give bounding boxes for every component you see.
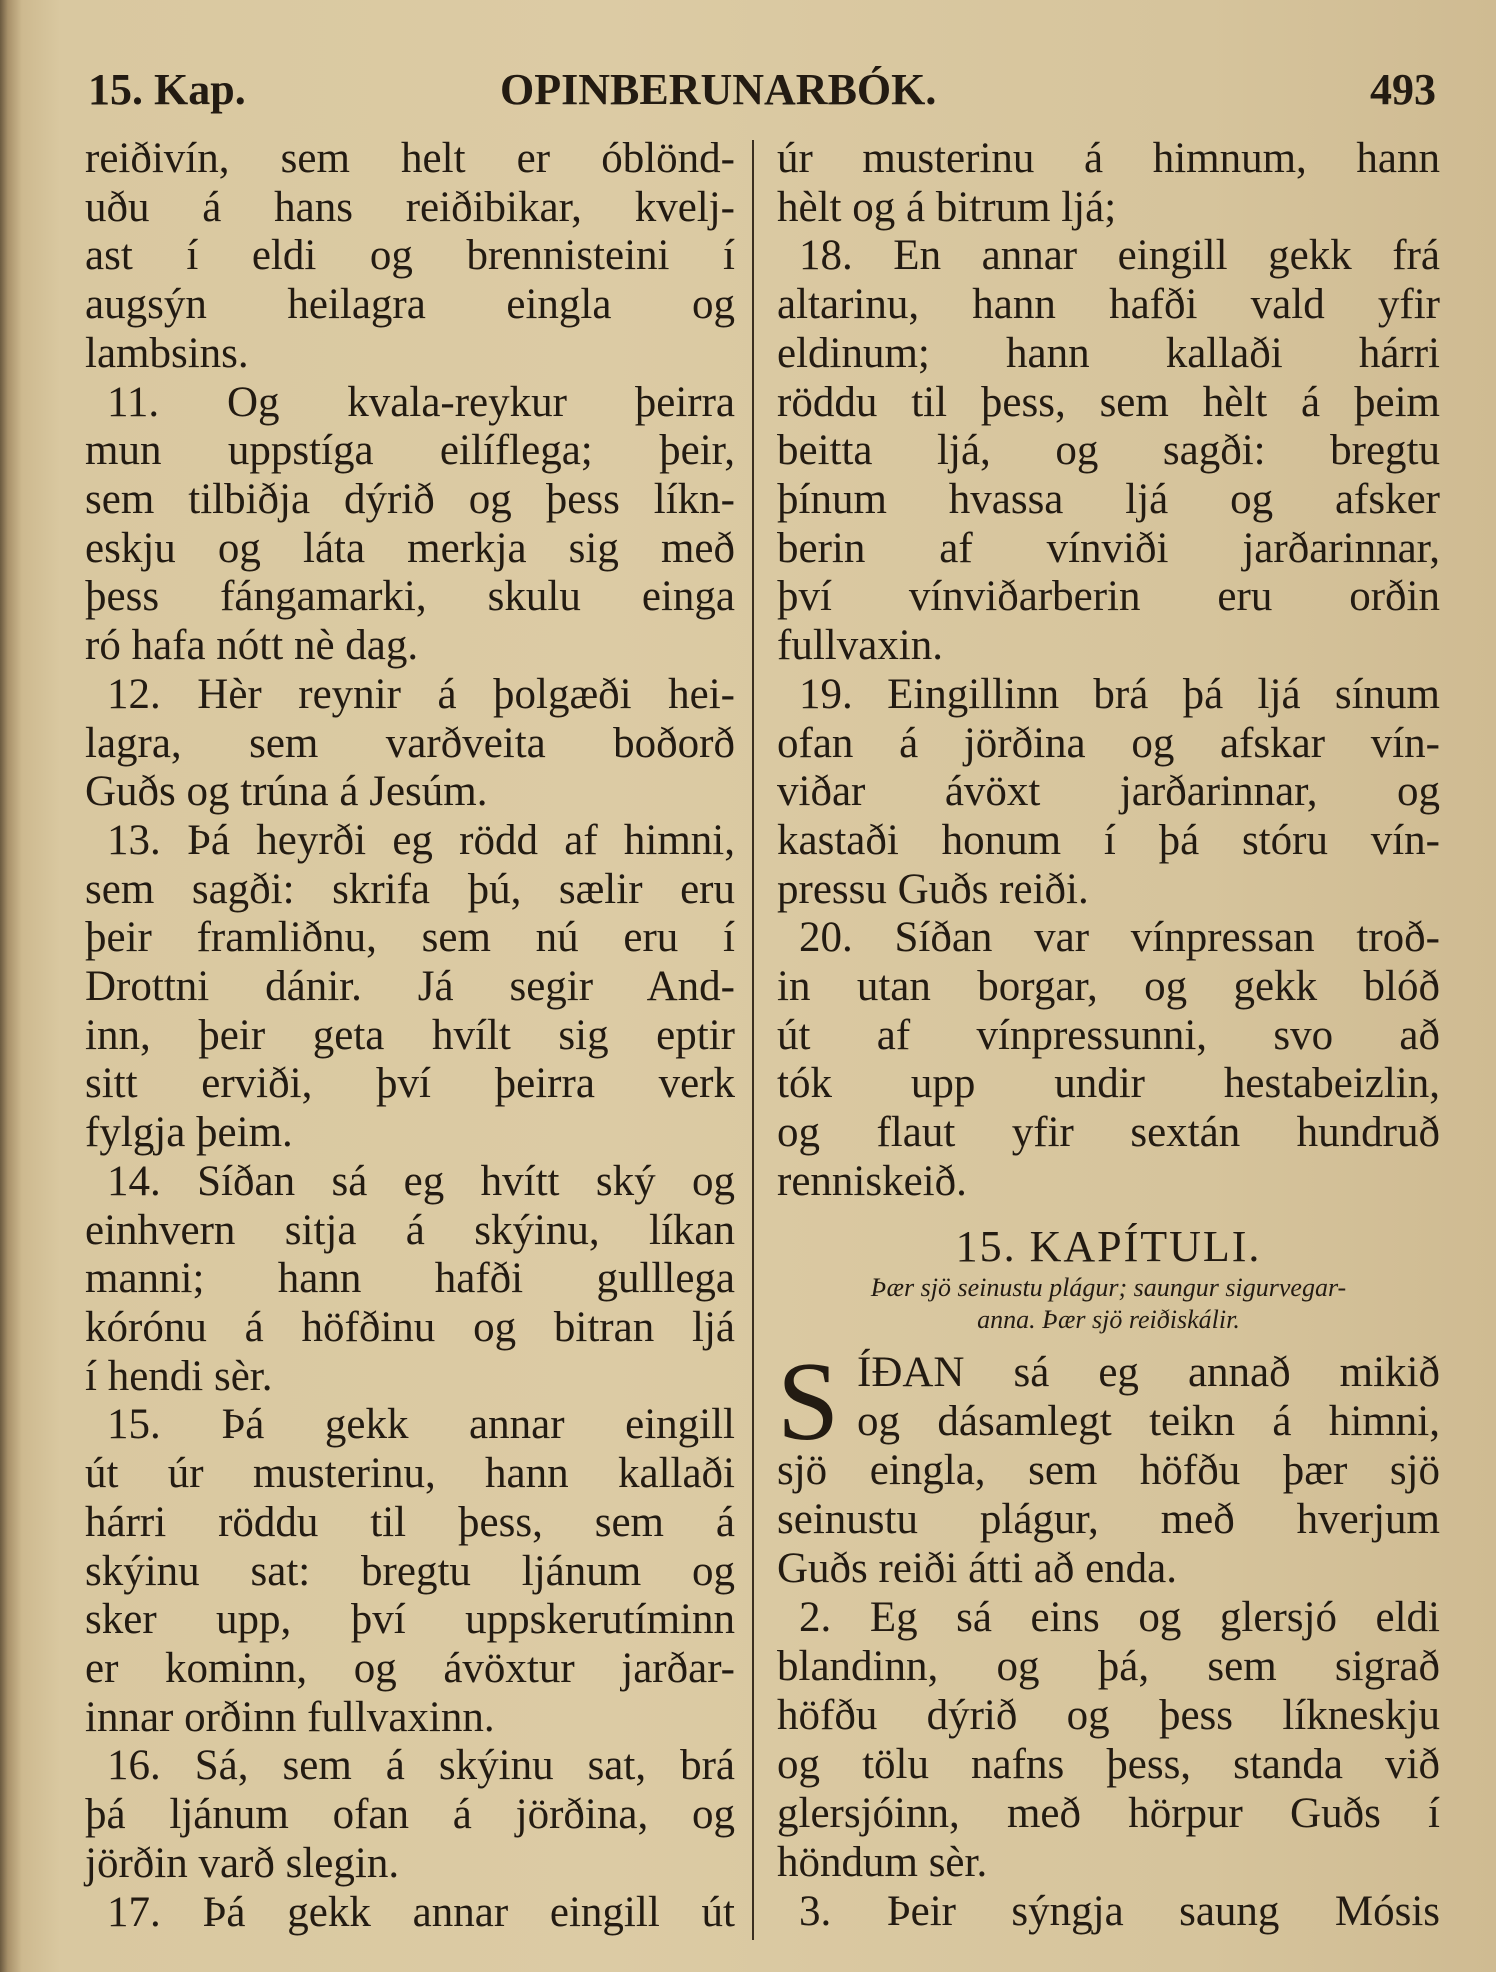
text-line: úr musterinu á himnum, hann (777, 135, 1440, 182)
text-line: þínum hvassa ljá og afsker (777, 475, 1440, 523)
chapter-heading: 15. KAPÍTULI. (955, 1222, 1262, 1271)
text-line: 16. Sá, sem á skýinu sat, brá (107, 1742, 735, 1790)
text-line: ró hafa nótt nè dag. (85, 622, 419, 670)
text-line: Guðs reiði átti að enda. (777, 1545, 1178, 1592)
text-line: höfðu dýrið og þess líkneskju (777, 1692, 1440, 1739)
text-line: eskju og láta merkja sig með (85, 524, 735, 572)
text-line: Guðs og trúna á Jesúm. (85, 768, 488, 816)
text-line: 13. Þá heyrði eg rödd af himni, (107, 816, 735, 864)
chapter-summary-line: Þær sjö seinustu plágur; saungur sigurvegar- (870, 1273, 1347, 1302)
text-line: fullvaxin. (777, 622, 943, 670)
text-line: fylgja þeim. (85, 1109, 293, 1157)
text-line: augsýn heilagra eingla og (85, 281, 735, 329)
text-line: in utan borgar, og gekk blóð (777, 963, 1440, 1011)
text-line: þá ljánum ofan á jörðina, og (85, 1791, 735, 1839)
text-line: eldinum; hann kallaði hárri (777, 329, 1440, 377)
text-line: einhvern sitja á skýinu, líkan (85, 1206, 735, 1254)
text-line: pressu Guðs reiði. (777, 865, 1089, 913)
text-line: hárri röddu til þess, sem á (85, 1498, 735, 1546)
text-line: ast í eldi og brennisteini í (85, 232, 735, 280)
text-line: röddu til þess, sem hèlt á þeim (777, 378, 1440, 426)
text-line: sjö eingla, sem höfðu þær sjö (777, 1447, 1440, 1494)
text-line: tók upp undir hestabeizlin, (777, 1060, 1440, 1108)
text-line: hèlt og á bitrum ljá; (777, 183, 1117, 231)
text-line: uðu á hans reiðibikar, kvelj- (85, 183, 735, 231)
text-line: lagra, sem varðveita boðorð (85, 719, 735, 767)
text-line: 3. Þeir sýngja saung Mósis (799, 1888, 1440, 1935)
text-line: altarinu, hann hafði vald yfir (777, 281, 1440, 329)
text-line: höndum sèr. (777, 1839, 988, 1886)
text-line: jörðin varð slegin. (85, 1839, 400, 1887)
text-line: sker upp, því uppskerutíminn (85, 1596, 735, 1644)
text-line: og flaut yfir sextán hundruð (777, 1109, 1440, 1157)
text-line: 11. Og kvala-reykur þeirra (107, 378, 735, 426)
running-chapter: 15. Kap. (88, 65, 246, 114)
text-line: ofan á jörðina og afskar vín- (777, 719, 1440, 767)
text-line: þeir framliðnu, sem nú eru í (85, 914, 735, 962)
text-line: Drottni dánir. Já segir And- (85, 963, 735, 1011)
text-line: 12. Hèr reynir á þolgæði hei- (107, 670, 735, 718)
text-line: skýinu sat: bregtu ljánum og (85, 1547, 735, 1595)
text-line: út úr musterinu, hann kallaði (85, 1450, 735, 1498)
text-line: blandinn, og þá, sem sigrað (777, 1643, 1440, 1690)
text-line: mun uppstíga eilíflega; þeir, (85, 427, 735, 475)
column-divider (752, 140, 754, 1940)
text-line: sem sagði: skrifa þú, sælir eru (85, 865, 735, 913)
text-line: 19. Eingillinn brá þá ljá sínum (799, 670, 1440, 718)
text-line: renniskeið. (777, 1157, 967, 1205)
text-line: sem tilbiðja dýrið og þess líkn- (85, 475, 735, 523)
page-number: 493 (1370, 65, 1436, 114)
text-line: 2. Eg sá eins og glersjó eldi (799, 1594, 1440, 1641)
text-line: kórónu á höfðinu og bitran ljá (85, 1304, 735, 1351)
text-line: viðar ávöxt jarðarinnar, og (777, 768, 1440, 816)
text-line: 17. Þá gekk annar eingill út (107, 1888, 735, 1936)
text-line: þess fángamarki, skulu einga (85, 573, 735, 621)
text-line: lambsins. (85, 329, 249, 377)
text-line: reiðivín, sem helt er óblönd- (85, 135, 735, 182)
text-line: ÍÐAN sá eg annað mikið (857, 1349, 1440, 1396)
drop-cap: S (777, 1340, 840, 1464)
text-line: í hendi sèr. (85, 1352, 273, 1400)
text-line: 14. Síðan sá eg hvítt ský og (107, 1157, 735, 1205)
text-line: glersjóinn, með hörpur Guðs í (777, 1790, 1440, 1837)
text-line: inn, þeir geta hvílt sig eptir (85, 1011, 735, 1059)
text-line: sitt erviði, því þeirra verk (85, 1060, 735, 1108)
text-line: og tölu nafns þess, standa við (777, 1741, 1440, 1788)
text-line: seinustu plágur, með hverjum (777, 1496, 1440, 1543)
book-title: OPINBERUNARBÓK. (500, 65, 937, 114)
text-line: beitta ljá, og sagði: bregtu (777, 427, 1440, 475)
text-line: 18. En annar eingill gekk frá (799, 232, 1440, 280)
text-line: er kominn, og ávöxtur jarðar- (85, 1644, 735, 1692)
text-line: og dásamlegt teikn á himni, (857, 1398, 1440, 1445)
text-line: 15. Þá gekk annar eingill (107, 1401, 735, 1449)
text-line: út af vínpressunni, svo að (777, 1011, 1440, 1059)
text-line: kastaði honum í þá stóru vín- (777, 816, 1440, 864)
text-line: manni; hann hafði gulllega (85, 1255, 735, 1303)
text-line: berin af vínviði jarðarinnar, (777, 524, 1440, 572)
text-line: því vínviðarberin eru orðin (777, 573, 1440, 621)
text-line: 20. Síðan var vínpressan troð- (799, 914, 1440, 962)
text-line: innar orðinn fullvaxinn. (85, 1693, 495, 1741)
chapter-summary-line: anna. Þær sjö reiðiskálir. (977, 1305, 1240, 1334)
